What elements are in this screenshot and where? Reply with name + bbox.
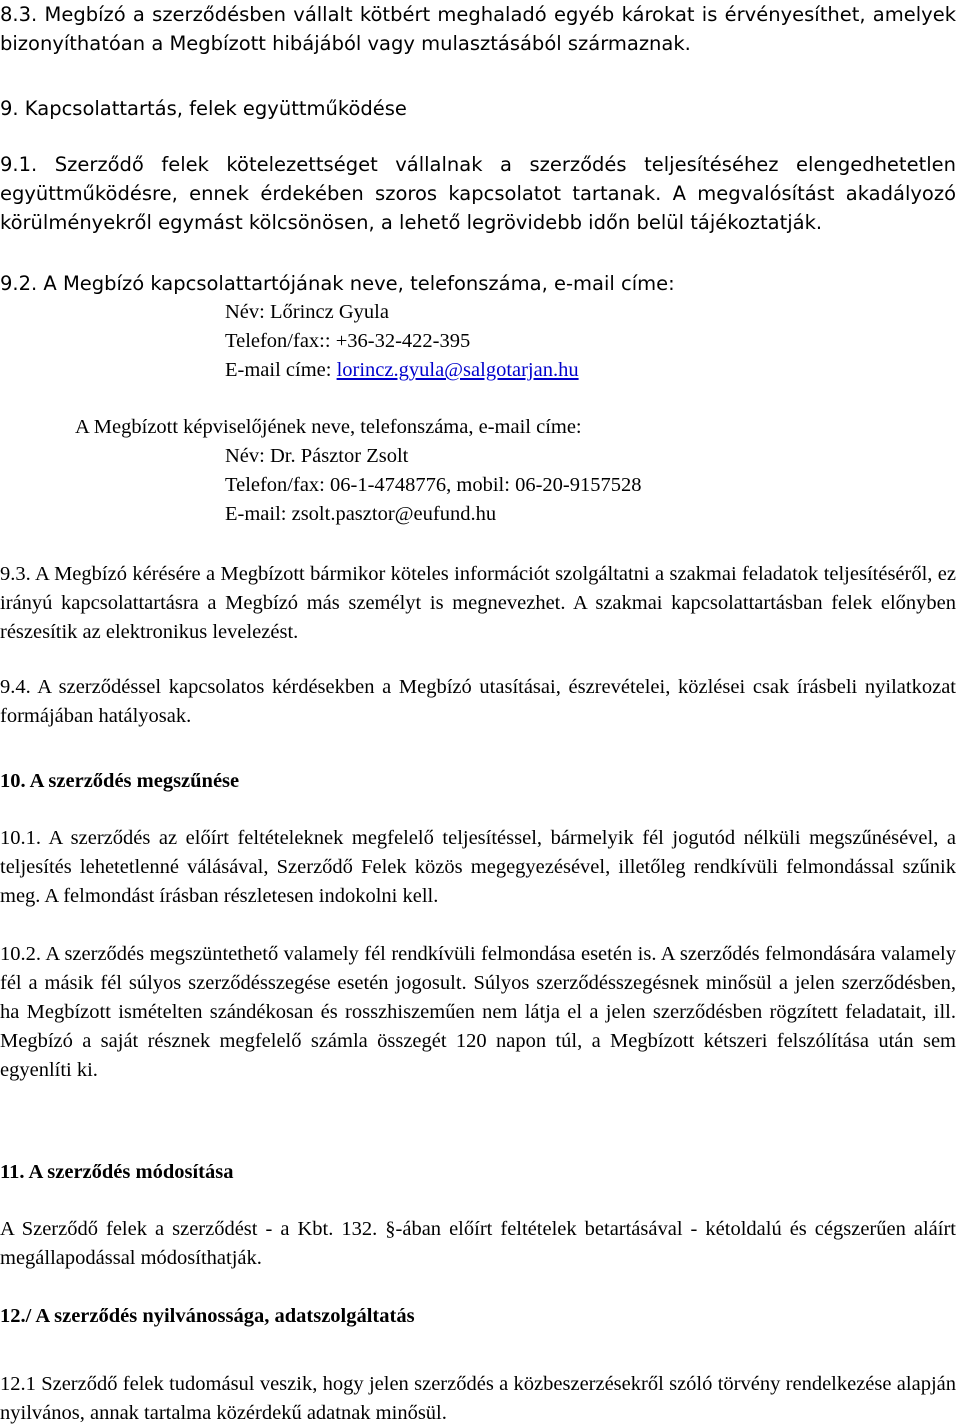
paragraph-number: 9.4. [0, 676, 31, 698]
agent-email: E-mail: zsolt.pasztor@eufund.hu [225, 503, 497, 525]
section-heading-11 [0, 1158, 956, 1187]
heading-text: 12./ A szerződés nyilvánossága, adatszolgáltatás [0, 1305, 415, 1327]
paragraph-9-4 [0, 673, 956, 731]
paragraph-text: A Megbízó kérésére a Megbízott bármikor köteles információt szolgáltatni a szakmai feladatok teljesítéséről, ez irányú kapcsolattartásra a Megbízó más személyt is megnevezhet. A szakmai kapcsolattartásban felek előnyben részesítik az elektronikus levelezést. [0, 563, 957, 643]
paragraph-number: 10.2. [0, 943, 41, 965]
paragraph-number: 9.1. [0, 153, 38, 176]
paragraph-11 [0, 1215, 956, 1273]
paragraph-8-3 [0, 0, 956, 58]
client-email-link[interactable]: lorincz.gyula@salgotarjan.hu [336, 359, 579, 381]
paragraph-9-1 [0, 150, 956, 237]
agent-heading: A Megbízott képviselőjének neve, telefonszáma, e-mail címe: [75, 416, 582, 438]
paragraph-text: A Szerződő felek a szerződést - a Kbt. 132. §-ában előírt feltételek betartásával - kétoldalú és cégszerűen aláírt megállapodással módosíthatják. [0, 1218, 956, 1269]
paragraph-number: 9.3. [0, 563, 31, 585]
paragraph-text: A szerződés az előírt feltételeknek megfelelő teljesítéssel, bármelyik fél jogutód nélküli megszűnésével, a teljesítés lehetetlenné válásával, Szerződő Felek közös megegyezésével, illetőleg rendkívüli felmondással szűnik meg. A felmondást írásban részletesen indokolni kell. [0, 827, 956, 907]
paragraph-12-1 [0, 1370, 956, 1428]
heading-text: 11. A szerződés módosítása [0, 1161, 234, 1183]
paragraph-number: 9.2. [0, 272, 38, 295]
section-heading-12 [0, 1302, 956, 1331]
paragraph-text: A szerződés megszüntethető valamely fél rendkívüli felmondása esetén is. A szerződés felmondására valamely fél a másik fél súlyos szerződésszegése esetén jogosult. Súlyos szerződésszegésnek minősül a jelen szerződésben, ha Megbízott ismételten szándékosan és rosszhiszeműen nem látja el a jelen szerződésben rögzített feladatait, ill. Megbízó a saját résznek megfelelő számla összegét 120 napon túl, a Megbízott kétszeri felszólítása után sem egyenlíti ki. [0, 943, 956, 1081]
heading-text: 9. Kapcsolattartás, felek együttműködése [0, 97, 407, 120]
paragraph-10-2 [0, 940, 956, 1085]
paragraph-text-a: Szerződő felek kötelezettséget vállalnak a szerződés teljesítéséhez elengedhetetlen együttműködésre, ennek érdekében szoros kapcsolatot tartanak. [0, 153, 956, 205]
heading-text: 10. A szerződés megszűnése [0, 770, 240, 792]
paragraph-text: A Megbízó kapcsolattartójának neve, telefonszáma, e-mail címe: [43, 272, 675, 295]
agent-phone: Telefon/fax: 06-1-4748776, mobil: 06-20-9157528 [225, 474, 642, 496]
paragraph-9-3 [0, 560, 956, 647]
paragraph-number: 12.1 [0, 1373, 36, 1395]
paragraph-text: Megbízó a szerződésben vállalt kötbért meghaladó egyéb károkat is érvényesíthet, amelyek bizonyíthatóan a Megbízott hibájából vagy mulasztásából származnak. [0, 3, 956, 55]
paragraph-number: 8.3. [0, 3, 38, 26]
paragraph-text: Szerződő felek tudomásul veszik, hogy jelen szerződés a közbeszerzésekről szóló törvény rendelkezése alapján nyilvános, annak tartalma közérdekű adatnak minősül. [0, 1373, 956, 1424]
agent-contact-block [0, 413, 956, 529]
section-heading-9 [0, 94, 956, 123]
client-contact-block [0, 298, 956, 385]
section-heading-10 [0, 767, 956, 796]
paragraph-number: 10.1. [0, 827, 41, 849]
client-email-label: E-mail címe: [225, 359, 337, 381]
paragraph-text: A szerződéssel kapcsolatos kérdésekben a Megbízó utasításai, észrevételei, közlései csak írásbeli nyilatkozat formájában hatályosak. [0, 676, 956, 727]
agent-name: Név: Dr. Pásztor Zsolt [225, 445, 409, 467]
client-name: Név: Lőrincz Gyula [225, 301, 389, 323]
paragraph-10-1 [0, 824, 956, 911]
paragraph-text-b: A megvalósítást akadályozó körülményekről egymást kölcsönösen, a lehető legrövidebb időn belül tájékoztatják. [0, 182, 957, 234]
paragraph-9-2 [0, 269, 956, 298]
client-phone: Telefon/fax:: +36-32-422-395 [225, 330, 471, 352]
